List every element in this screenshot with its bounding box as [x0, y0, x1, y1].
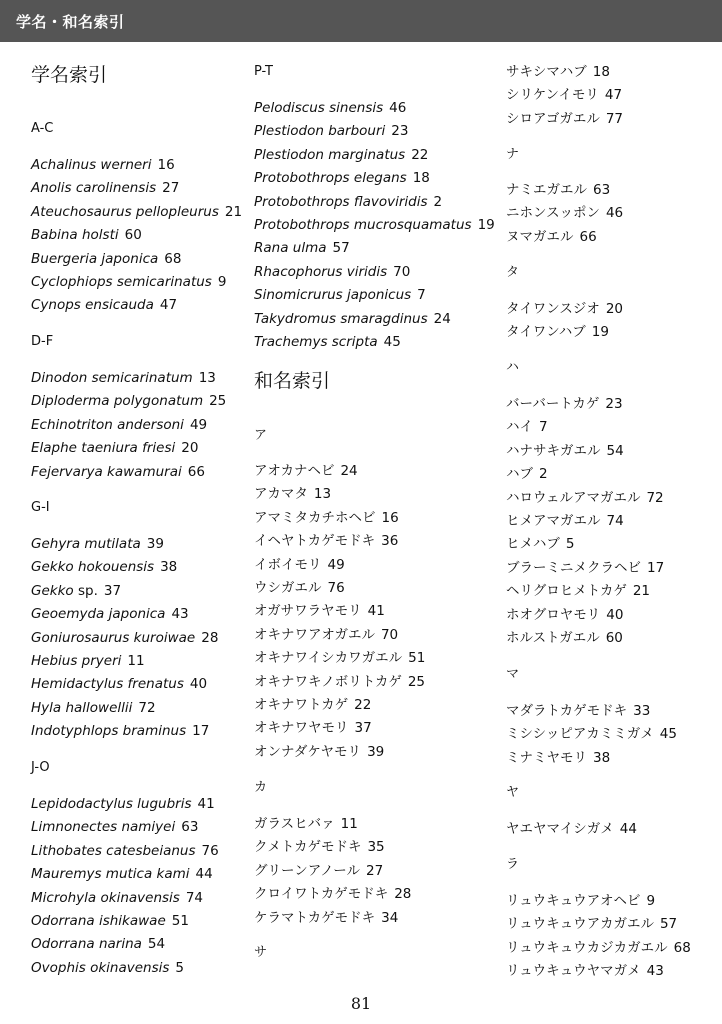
entry-name: オキナワヤモリ	[254, 720, 349, 737]
index-entry	[506, 86, 622, 104]
entry-page: 49	[189, 416, 208, 433]
section-letter: A-C	[31, 121, 54, 136]
entry-name: Odorrana ishikawae	[31, 913, 166, 929]
entry-page: 19	[591, 324, 609, 341]
index-entry	[254, 815, 358, 833]
entry-name: ミシシッピアカミミガメ	[506, 726, 654, 743]
index-entry	[31, 699, 156, 717]
entry-name: Fejervarya kawamurai	[31, 463, 182, 480]
entry-page: 41	[197, 796, 215, 812]
entry-page: 37	[354, 720, 372, 737]
entry-name: Trachemys scripta	[254, 334, 378, 350]
entry-name: リュウキュウカジカガエル	[506, 939, 668, 956]
entry-name: ヒメアマガエル	[506, 513, 601, 529]
entry-page: 16	[381, 509, 399, 526]
entry-page: 40	[606, 606, 624, 623]
section-letter: ハ	[506, 360, 520, 375]
index-entry	[31, 795, 215, 813]
entry-page: 44	[195, 866, 213, 883]
entry-name: Echinotriton andersoni	[31, 416, 184, 433]
index-entry	[254, 743, 384, 761]
index-entry	[254, 239, 350, 257]
index-entry	[506, 323, 609, 341]
entry-page: 17	[647, 559, 665, 576]
index-entry	[31, 226, 142, 244]
entry-page: 47	[159, 297, 178, 314]
entry-name: グリーンアノール	[254, 862, 360, 879]
entry-name: Protobothrops mucrosquamatus	[254, 217, 472, 233]
index-entry	[506, 228, 597, 246]
entry-page: 40	[189, 676, 208, 693]
entry-page: 74	[185, 889, 204, 906]
section-letter: マ	[506, 667, 520, 682]
index-entry	[506, 629, 623, 647]
entry-page: 33	[633, 703, 651, 719]
index-entry	[254, 602, 385, 620]
entry-name: Babina holsti	[31, 227, 119, 244]
index-entry	[254, 719, 372, 737]
entry-page: 54	[147, 936, 166, 953]
section-letter: カ	[254, 780, 268, 795]
entry-name: Goniurosaurus kuroiwae	[31, 629, 196, 646]
index-entry	[31, 203, 242, 221]
entry-name: Pelodiscus sinensis	[254, 100, 384, 116]
entry-page: 27	[365, 862, 384, 879]
index-entry	[506, 110, 623, 128]
index-entry	[31, 865, 213, 883]
entry-page: 68	[164, 250, 182, 267]
index-entry	[254, 556, 345, 574]
entry-page: 13	[313, 486, 332, 503]
index-entry	[254, 909, 398, 927]
index-entry	[31, 629, 218, 647]
page-header	[0, 0, 722, 42]
entry-name: ガラスヒバァ	[254, 816, 335, 832]
entry-page: 22	[411, 146, 429, 163]
entry-suffix: sp.	[73, 582, 98, 599]
entry-name: Odorrana narina	[31, 936, 142, 953]
entry-page: 60	[124, 227, 142, 244]
index-entry	[506, 702, 650, 720]
entry-page: 46	[389, 100, 407, 116]
entry-page: 34	[381, 909, 399, 926]
entry-name: シロアゴガエル	[506, 110, 600, 127]
entry-name: Achalinus werneri	[31, 157, 152, 173]
entry-name: Lepidodactylus lugubris	[31, 796, 192, 812]
entry-name: Dinodon semicarinatum	[31, 370, 193, 386]
entry-page: 76	[327, 580, 345, 596]
entry-page: 7	[417, 287, 426, 304]
index-entry	[506, 512, 624, 530]
entry-page: 37	[103, 582, 122, 599]
entry-name: オキナワキノボリトカゲ	[254, 673, 402, 690]
section-letter: ヤ	[506, 785, 520, 800]
entry-page: 44	[619, 821, 637, 837]
index-entry	[31, 935, 165, 953]
index-entry	[31, 392, 226, 410]
entry-name: マダラトカゲモドキ	[506, 703, 628, 719]
entry-page: 60	[605, 630, 623, 646]
entry-name: Gehyra mutilata	[31, 536, 141, 552]
index-entry	[31, 582, 121, 600]
entry-page: 77	[605, 110, 624, 127]
entry-page: 68	[673, 939, 691, 956]
entry-name: ホオグロヤモリ	[506, 606, 601, 623]
entry-page: 41	[367, 603, 385, 620]
entry-page: 5	[565, 536, 575, 553]
index-entry	[31, 273, 226, 291]
entry-page: 70	[393, 263, 411, 280]
entry-name: リュウキュウアオヘビ	[506, 893, 641, 909]
section-letter: ア	[254, 428, 268, 443]
entry-page: 63	[181, 819, 199, 836]
entry-name: オガサワラヤモリ	[254, 603, 362, 620]
index-entry	[506, 300, 623, 318]
section-letter: D-F	[31, 334, 54, 349]
entry-name: Ateuchosaurus pellopleurus	[31, 203, 219, 220]
index-entry	[31, 889, 203, 907]
entry-page: 23	[605, 396, 623, 412]
entry-name: オンナダケヤモリ	[254, 743, 362, 760]
index-entry	[254, 532, 398, 550]
header-title: 学名・和名索引	[16, 13, 125, 31]
entry-name: Gekko	[31, 582, 74, 599]
index-entry	[254, 169, 430, 187]
entry-name: Rhacophorus viridis	[254, 263, 388, 280]
entry-page: 66	[579, 228, 597, 245]
entry-page: 51	[171, 913, 189, 929]
index-entry	[506, 489, 664, 507]
entry-name: オキナワイシカワガエル	[254, 650, 403, 667]
entry-name: アマミタカチホヘビ	[254, 509, 376, 526]
entry-name: Sinomicrurus japonicus	[254, 287, 412, 304]
entry-page: 22	[354, 697, 372, 713]
entry-name: Anolis carolinensis	[31, 180, 157, 197]
index-entry	[31, 652, 145, 670]
index-entry	[31, 439, 198, 457]
entry-name: Ovophis okinavensis	[31, 959, 170, 976]
entry-name: バーバートカゲ	[506, 396, 600, 412]
index-entry	[31, 416, 207, 434]
entry-page: 76	[201, 842, 219, 859]
entry-page: 39	[146, 536, 164, 552]
index-heading: 和名索引	[254, 370, 331, 392]
entry-name: シリケンイモリ	[506, 87, 599, 104]
entry-page: 24	[340, 463, 358, 479]
entry-page: 57	[659, 916, 678, 933]
entry-name: Plestiodon marginatus	[254, 146, 406, 163]
index-entry	[254, 122, 408, 140]
index-entry	[31, 722, 209, 740]
index-entry	[506, 892, 655, 910]
entry-name: Cyclophiops semicarinatus	[31, 274, 212, 290]
index-entry	[254, 310, 451, 328]
entry-page: 18	[412, 170, 430, 187]
entry-page: 66	[187, 463, 205, 480]
entry-name: ホルストガエル	[506, 630, 600, 646]
index-entry	[254, 333, 401, 351]
entry-name: サキシマハブ	[506, 64, 587, 80]
section-letter: G-I	[31, 500, 50, 515]
entry-page: 9	[217, 274, 227, 290]
section-letter: タ	[506, 265, 520, 280]
index-entry	[254, 485, 331, 503]
entry-name: Limnonectes namiyei	[31, 819, 176, 836]
entry-page: 38	[593, 749, 611, 766]
index-entry	[254, 649, 425, 667]
entry-name: Geoemyda japonica	[31, 606, 166, 623]
entry-page: 13	[198, 370, 216, 386]
index-entry	[31, 818, 198, 836]
index-entry	[506, 749, 610, 767]
page-number: 81	[350, 994, 372, 1013]
section-letter: ラ	[506, 857, 520, 872]
entry-page: 19	[477, 217, 495, 233]
entry-page: 39	[367, 743, 385, 760]
index-entry	[254, 99, 406, 117]
entry-name: クロイワトカゲモドキ	[254, 886, 389, 903]
index-entry	[506, 535, 574, 553]
entry-name: Hyla hallowellii	[31, 699, 133, 716]
entry-name: Elaphe taeniura friesi	[31, 440, 176, 457]
entry-page: 17	[192, 723, 210, 740]
index-entry	[31, 369, 216, 387]
entry-name: Cynops ensicauda	[31, 297, 154, 314]
index-entry	[31, 605, 189, 623]
entry-name: Hemidactylus frenatus	[31, 676, 184, 693]
index-entry	[31, 675, 207, 693]
entry-name: ミナミヤモリ	[506, 749, 587, 766]
entry-page: 46	[605, 205, 624, 222]
entry-name: ハイ	[506, 419, 533, 436]
entry-page: 20	[181, 440, 199, 457]
index-entry	[506, 582, 650, 600]
index-entry	[254, 838, 385, 856]
entry-name: ケラマトカゲモドキ	[254, 909, 376, 926]
index-entry	[31, 959, 184, 977]
entry-name: ニホンスッポン	[506, 205, 600, 222]
index-entry	[506, 962, 664, 980]
entry-name: リュウキュウヤマガメ	[506, 963, 641, 980]
index-entry	[506, 181, 610, 199]
entry-name: ハブ	[506, 466, 533, 483]
entry-page: 23	[391, 123, 409, 140]
entry-page: 45	[383, 334, 401, 350]
index-entry	[506, 606, 623, 624]
entry-name: リュウキュウアカガエル	[506, 916, 654, 933]
entry-name: Mauremys mutica kami	[31, 866, 190, 883]
index-entry	[506, 442, 624, 460]
entry-name: Hebius pryeri	[31, 653, 122, 669]
entry-page: 7	[539, 419, 548, 436]
entry-name: Buergeria japonica	[31, 250, 159, 267]
entry-page: 27	[162, 180, 180, 197]
entry-page: 11	[127, 653, 145, 669]
entry-page: 2	[433, 193, 443, 210]
entry-name: ナミエガエル	[506, 182, 587, 198]
entry-name: アオカナヘビ	[254, 463, 335, 479]
entry-name: Gekko hokouensis	[31, 559, 155, 576]
entry-name: Microhyla okinavensis	[31, 889, 180, 906]
entry-name: ハロウェルアマガエル	[506, 489, 641, 506]
entry-page: 63	[593, 182, 611, 198]
index-entry	[31, 558, 177, 576]
entry-page: 21	[224, 203, 243, 220]
index-entry	[31, 912, 189, 930]
index-entry	[506, 915, 677, 933]
entry-page: 36	[381, 533, 399, 550]
entry-name: Plestiodon barbouri	[254, 123, 386, 140]
entry-page: 45	[659, 726, 677, 743]
entry-name: ブラーミニメクラヘビ	[506, 559, 641, 576]
index-entry	[506, 63, 610, 81]
index-entry	[254, 885, 411, 903]
index-entry	[254, 193, 442, 211]
index-entry	[254, 626, 398, 644]
entry-page: 72	[138, 699, 156, 716]
entry-name: ヌマガエル	[506, 228, 574, 245]
index-entry	[31, 463, 205, 481]
entry-name: ヤエヤマイシガメ	[506, 821, 614, 837]
index-entry	[506, 395, 623, 413]
section-letter: サ	[254, 945, 268, 960]
entry-page: 43	[171, 606, 189, 623]
index-entry	[254, 286, 426, 304]
entry-page: 54	[606, 442, 624, 459]
entry-name: タイワンスジオ	[506, 301, 600, 317]
entry-page: 49	[327, 556, 345, 573]
index-entry	[254, 696, 371, 714]
index-entry	[254, 462, 358, 480]
entry-page: 51	[408, 650, 426, 667]
index-entry	[254, 673, 425, 691]
entry-name: ヘリグロヒメトカゲ	[506, 583, 627, 600]
entry-page: 2	[539, 466, 548, 483]
index-entry	[506, 204, 623, 222]
entry-name: Lithobates catesbeianus	[31, 842, 196, 859]
entry-page: 43	[646, 963, 664, 980]
entry-page: 25	[407, 673, 426, 690]
index-entry	[506, 559, 664, 577]
entry-name: イヘヤトカゲモドキ	[254, 533, 376, 550]
index-entry	[31, 842, 219, 860]
entry-name: アカマタ	[254, 486, 308, 503]
entry-name: オキナワトカゲ	[254, 697, 349, 713]
entry-page: 28	[394, 886, 412, 903]
index-entry	[506, 820, 637, 838]
entry-page: 74	[606, 513, 624, 529]
index-entry	[506, 939, 691, 957]
entry-page: 20	[605, 301, 624, 317]
entry-page: 72	[646, 489, 664, 506]
entry-name: イボイモリ	[254, 556, 322, 573]
section-letter: P-T	[254, 64, 273, 79]
entry-page: 28	[201, 629, 219, 646]
entry-name: Takydromus smaragdinus	[254, 310, 428, 327]
entry-page: 24	[433, 310, 451, 327]
entry-page: 57	[332, 240, 350, 257]
entry-page: 21	[632, 583, 651, 600]
entry-page: 5	[175, 959, 184, 976]
entry-name: Diploderma polygonatum	[31, 393, 204, 410]
index-entry	[254, 263, 410, 281]
index-entry	[506, 465, 548, 483]
entry-page: 47	[604, 87, 623, 104]
index-entry	[254, 509, 399, 527]
entry-name: ウシガエル	[254, 580, 322, 596]
index-entry	[254, 146, 428, 164]
entry-name: ヒメハブ	[506, 536, 560, 553]
index-entry	[31, 535, 164, 553]
entry-page: 38	[160, 559, 178, 576]
entry-name: Protobothrops flavoviridis	[254, 193, 428, 210]
index-entry	[31, 156, 175, 174]
entry-page: 25	[209, 393, 227, 410]
index-entry	[506, 418, 548, 436]
section-letter: J-O	[31, 760, 50, 775]
section-letter: ナ	[506, 147, 520, 162]
entry-page: 11	[340, 816, 358, 832]
index-entry	[31, 250, 181, 268]
index-entry	[254, 216, 495, 234]
index-entry	[31, 179, 179, 197]
entry-page: 70	[380, 626, 399, 643]
entry-name: クメトカゲモドキ	[254, 839, 362, 856]
entry-name: Rana ulma	[254, 240, 327, 257]
index-entry	[31, 296, 177, 314]
entry-name: ハナサキガエル	[506, 442, 601, 459]
index-entry	[254, 579, 345, 597]
entry-name: Protobothrops elegans	[254, 170, 407, 187]
index-heading: 学名索引	[31, 64, 108, 86]
entry-page: 9	[646, 893, 656, 909]
entry-page: 18	[592, 64, 610, 80]
entry-name: Indotyphlops braminus	[31, 723, 187, 740]
entry-page: 16	[157, 157, 175, 173]
index-entry	[254, 862, 383, 880]
index-entry	[506, 725, 677, 743]
entry-name: オキナワアオガエル	[254, 626, 375, 643]
entry-name: タイワンハブ	[506, 324, 586, 341]
entry-page: 35	[367, 839, 385, 856]
